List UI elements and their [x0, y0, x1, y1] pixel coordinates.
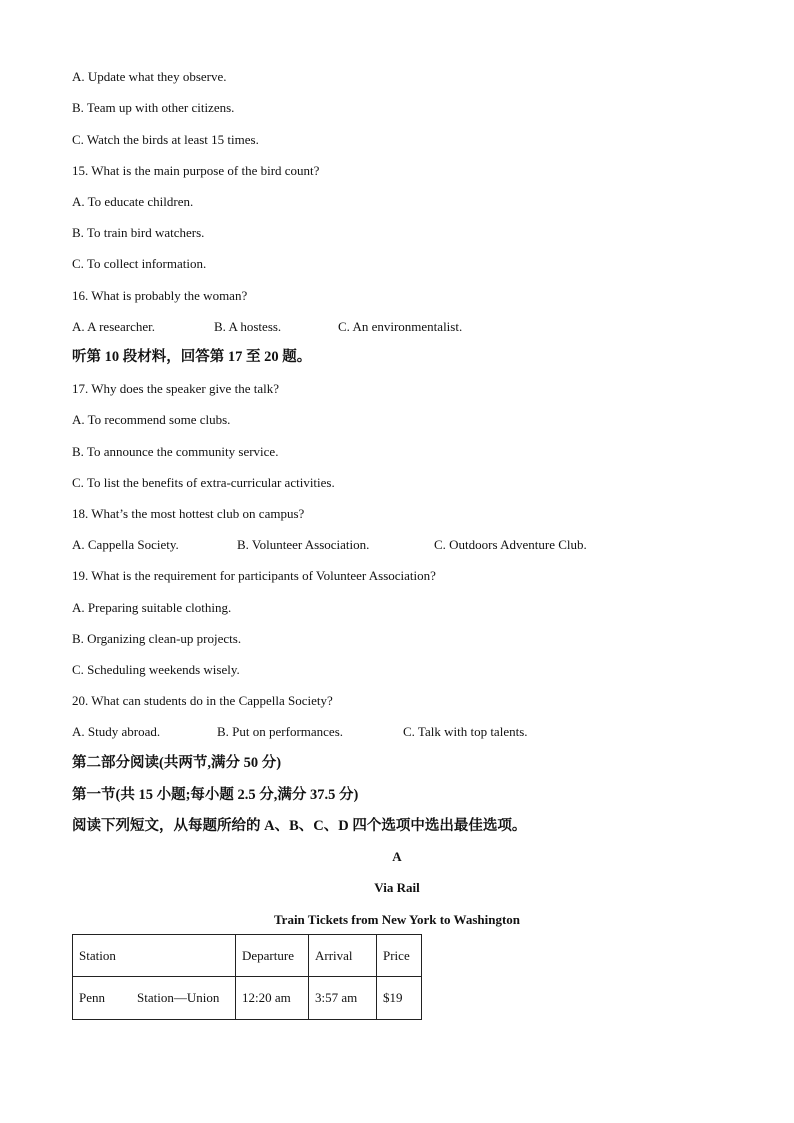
passage-title: Via Rail	[374, 880, 420, 895]
header-station: Station	[73, 935, 236, 977]
q20-option-c: C. Talk with top talents.	[403, 724, 528, 739]
question-15: 15. What is the main purpose of the bird count?	[72, 163, 320, 178]
cell-arrival: 3:57 am	[309, 977, 377, 1020]
q20-option-b: B. Put on performances.	[217, 724, 344, 739]
section-10-heading: 听第 10 段材料，回答第 17 至 20 题。	[72, 349, 312, 365]
q15-option-c: C. To collect information.	[72, 256, 207, 271]
q17-option-a: A. To recommend some clubs.	[72, 412, 231, 427]
q14-option-b: B. Team up with other citizens.	[72, 100, 235, 115]
q15-option-a: A. To educate children.	[72, 194, 194, 209]
q18-option-b: B. Volunteer Association.	[237, 537, 370, 552]
ticket-table	[72, 934, 422, 1020]
q16-option-c: C. An environmentalist.	[338, 319, 463, 334]
table-header-row	[73, 935, 422, 977]
question-20: 20. What can students do in the Cappella Society?	[72, 693, 333, 708]
q20-option-a: A. Study abroad.	[72, 724, 161, 739]
q18-option-a: A. Cappella Society.	[72, 537, 179, 552]
table-title: Train Tickets from New York to Washington	[273, 912, 521, 927]
question-19: 19. What is the requirement for participants of Volunteer Association?	[72, 568, 436, 583]
section-1-heading: 第一节(共 15 小题;每小题 2.5 分,满分 37.5 分)	[72, 787, 359, 803]
q19-option-b: B. Organizing clean-up projects.	[72, 631, 242, 646]
header-price: Price	[377, 935, 422, 977]
q16-option-a: A. A researcher.	[72, 319, 156, 334]
q19-option-c: C. Scheduling weekends wisely.	[72, 662, 240, 677]
question-17: 17. Why does the speaker give the talk?	[72, 381, 279, 396]
header-departure: Departure	[236, 935, 309, 977]
q18-option-c: C. Outdoors Adventure Club.	[434, 537, 587, 552]
q18-options	[0, 537, 794, 553]
q14-option-c: C. Watch the birds at least 15 times.	[72, 132, 259, 147]
passage-label: A	[392, 849, 402, 864]
q16-option-b: B. A hostess.	[214, 319, 282, 334]
station-to: Station—Union	[137, 990, 220, 1005]
header-arrival: Arrival	[309, 935, 377, 977]
q20-options	[0, 724, 794, 740]
question-18: 18. What’s the most hottest club on campus?	[72, 506, 305, 521]
part-2-heading: 第二部分阅读(共两节,满分 50 分)	[72, 755, 282, 771]
q14-option-a: A. Update what they observe.	[72, 69, 227, 84]
q19-option-a: A. Preparing suitable clothing.	[72, 600, 232, 615]
instruction-text: 阅读下列短文，从每题所给的 A、B、C、D 四个选项中选出最佳选项。	[72, 818, 527, 834]
q16-options	[0, 319, 794, 335]
q17-option-c: C. To list the benefits of extra-curricular activities.	[72, 475, 335, 490]
question-16: 16. What is probably the woman?	[72, 288, 248, 303]
table-row	[73, 977, 422, 1020]
q15-option-b: B. To train bird watchers.	[72, 225, 205, 240]
q17-option-b: B. To announce the community service.	[72, 444, 279, 459]
cell-departure: 12:20 am	[236, 977, 309, 1020]
station-from: Penn	[79, 990, 105, 1005]
cell-price: $19	[377, 977, 422, 1020]
cell-station	[73, 977, 236, 1020]
